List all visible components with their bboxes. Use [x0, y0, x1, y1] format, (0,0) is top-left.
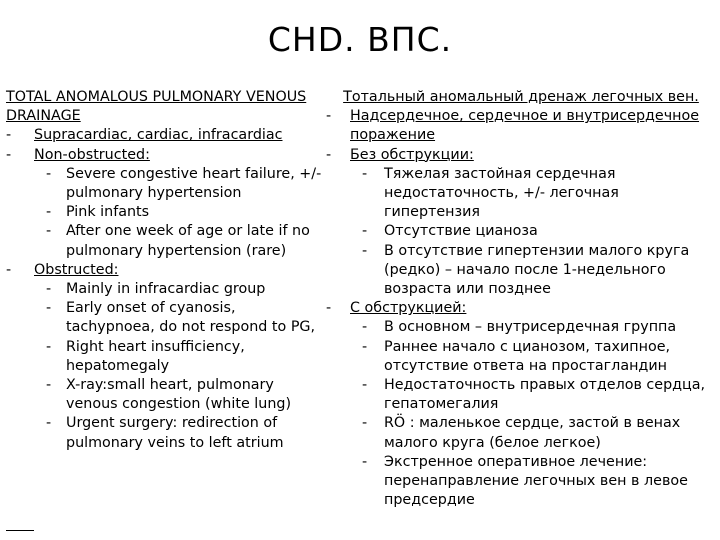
list-item: [6, 261, 326, 280]
bullet-dash: -: [362, 453, 368, 470]
bullet-dash: -: [6, 127, 12, 144]
list-item-text: After one week of age or late if no pulmonary hypertension (rare): [66, 223, 310, 259]
list-item-text: Obstructed:: [34, 261, 119, 278]
sub-list-item: [6, 165, 326, 203]
bullet-dash: -: [362, 165, 368, 182]
list-item-text: X-ray:small heart, pulmonary venous congestion (white lung): [66, 377, 292, 413]
bullet-dash: -: [326, 146, 332, 163]
bullet-dash: -: [326, 300, 332, 317]
list-item-text: Early onset of cyanosis, tachypnoea, do not respond to PG,: [66, 300, 316, 336]
list-item-text: Недостаточность правых отделов сердца, гепатомегалия: [384, 377, 706, 413]
bullet-dash: -: [6, 146, 12, 163]
sub-list-item: [326, 414, 716, 452]
list-item-text: Non-obstructed:: [34, 146, 150, 163]
sub-list-item: [6, 280, 326, 299]
bullet-dash: -: [46, 377, 52, 394]
bullet-dash: -: [46, 300, 52, 317]
list-item-text: В отсутствие гипертензии малого круга (редко) – начало после 1-недельного возраста или позднее: [384, 242, 690, 298]
list-item-text: RÖ : маленькое сердце, застой в венах малого круга (белое легкое): [384, 415, 681, 451]
sub-list-item: [326, 222, 716, 241]
list-item: [326, 107, 716, 145]
sub-list-item: [6, 414, 326, 452]
english-header: TOTAL ANOMALOUS PULMONARY VENOUS DRAINAGE: [6, 89, 307, 125]
list-item-text: Supracardiac, cardiac, infracardiac: [34, 127, 283, 144]
slide-title: CHD. ВПС.: [267, 20, 453, 59]
list-item-text: С обструкцией:: [350, 300, 467, 317]
list-item: [6, 146, 326, 165]
footer-divider: [6, 530, 34, 531]
bullet-dash: -: [362, 223, 368, 240]
sub-list-item: [326, 376, 716, 414]
list-item-text: Urgent surgery: redirection of pulmonary veins to left atrium: [66, 415, 284, 451]
sub-list-item: [326, 453, 716, 511]
list-item-text: Отсутствие цианоза: [384, 223, 538, 240]
sub-list-item: [326, 165, 716, 223]
bullet-dash: -: [362, 338, 368, 355]
list-item: [326, 299, 716, 318]
bullet-dash: -: [362, 242, 368, 259]
list-item: [326, 146, 716, 165]
list-item-text: Right heart insufficiency, hepatomegaly: [66, 338, 245, 374]
bullet-dash: -: [362, 319, 368, 336]
sub-list-item: [326, 318, 716, 337]
bullet-dash: -: [46, 165, 52, 182]
russian-header: Тотальный аномальный дренаж легочных вен.: [343, 89, 699, 105]
list-item-text: Раннее начало с цианозом, тахипное, отсутствие ответа на простагландин: [384, 338, 671, 374]
sub-list-item: [6, 203, 326, 222]
sub-list-item: [326, 242, 716, 300]
bullet-dash: -: [46, 338, 52, 355]
bullet-dash: -: [326, 108, 332, 125]
bullet-dash: -: [46, 223, 52, 240]
list-item-text: Экстренное оперативное лечение: перенаправление легочных вен в левое предсердие: [384, 453, 688, 509]
sub-list-item: [6, 299, 326, 337]
list-item-text: Pink infants: [66, 204, 150, 221]
list-item-text: Severe congestive heart failure, +/- pulmonary hypertension: [66, 165, 322, 202]
sub-list-item: [6, 376, 326, 414]
sub-list-item: [326, 338, 716, 376]
bullet-dash: -: [6, 261, 12, 278]
list-item-text: Тяжелая застойная сердечная недостаточность, +/- легочная гипертензия: [384, 165, 619, 221]
bullet-dash: -: [362, 415, 368, 432]
bullet-dash: -: [46, 415, 52, 432]
english-column: [6, 88, 326, 453]
list-item: [6, 126, 326, 145]
bullet-dash: -: [46, 204, 52, 221]
bullet-dash: -: [46, 281, 52, 298]
bullet-dash: -: [362, 377, 368, 394]
list-item-text: Надсердечное, сердечное и внутрисердечное поражение: [350, 108, 700, 144]
sub-list-item: [6, 222, 326, 260]
russian-column: [326, 88, 716, 510]
list-item-text: В основном – внутрисердечная группа: [384, 319, 677, 336]
sub-list-item: [6, 338, 326, 376]
list-item-text: Mainly in infracardiac group: [66, 281, 266, 298]
list-item-text: Без обструкции:: [350, 146, 474, 163]
